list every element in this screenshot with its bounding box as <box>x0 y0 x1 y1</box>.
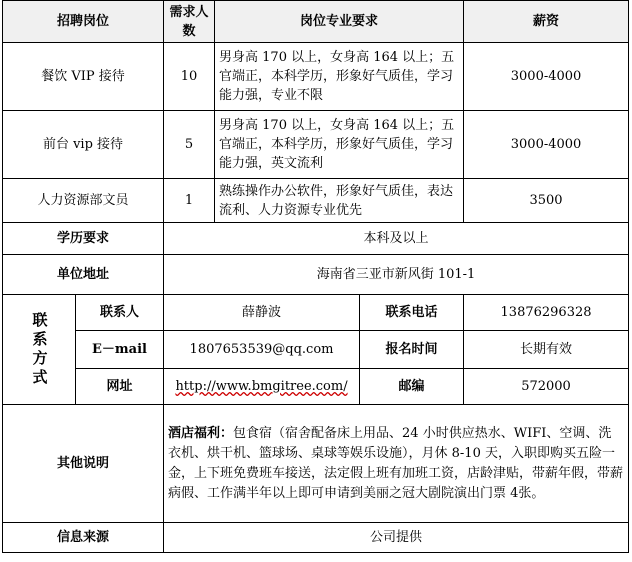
email-value: 1807653539@qq.com <box>164 331 360 369</box>
job-requirements: 男身高 170 以上，女身高 164 以上；五官端正，本科学历，形象好气质佳，学习能力强，英文流利 <box>215 111 464 179</box>
job-salary: 3000-4000 <box>464 43 629 111</box>
job-position: 餐饮 VIP 接待 <box>3 43 164 111</box>
contact-section-label <box>3 295 76 405</box>
education-value: 本科及以上 <box>164 223 629 255</box>
postcode-label: 邮编 <box>360 369 464 405</box>
other-label: 其他说明 <box>3 405 164 523</box>
job-count: 1 <box>164 179 215 223</box>
email-label: E－mail <box>76 331 164 369</box>
education-label: 学历要求 <box>3 223 164 255</box>
phone-value: 13876296328 <box>464 295 629 331</box>
table-row <box>3 179 629 223</box>
job-count: 10 <box>164 43 215 111</box>
table-row <box>3 111 629 179</box>
signup-time-label: 报名时间 <box>360 331 464 369</box>
job-requirements: 男身高 170 以上，女身高 164 以上；五官端正，本科学历，形象好气质佳，学习能力强，专业不限 <box>215 43 464 111</box>
website-cell <box>164 369 360 405</box>
recruitment-table <box>2 0 629 553</box>
signup-time-value: 长期有效 <box>464 331 629 369</box>
benefit-title: 酒店福利： <box>168 425 234 441</box>
header-position: 招聘岗位 <box>3 1 164 43</box>
phone-label: 联系电话 <box>360 295 464 331</box>
job-requirements: 熟练操作办公软件，形象好气质佳，表达流利、人力资源专业优先 <box>215 179 464 223</box>
job-position: 人力资源部文员 <box>3 179 164 223</box>
website-link[interactable]: http://www.bmgitree.com/ <box>175 379 348 394</box>
header-count: 需求人数 <box>164 1 215 43</box>
contact-person: 薛静波 <box>164 295 360 331</box>
contact-label: 联系方式 <box>30 311 49 388</box>
header-requirements: 岗位专业要求 <box>215 1 464 43</box>
job-position: 前台 vip 接待 <box>3 111 164 179</box>
address-label: 单位地址 <box>3 255 164 295</box>
source-value: 公司提供 <box>164 523 629 553</box>
benefit-text: 包食宿（宿舍配备床上用品、24 小时供应热水、WIFI、空调、洗衣机、烘干机、篮球场、桌球等娱乐设施），月休 8-10 天，入职即购买五险一金，上下班免费班车接送，法定假上班有加班工资，店龄津贴，带薪年假，带薪病假、工作满半年以上即可申请到美丽之冠大剧院演出门票 4张。 <box>168 425 624 501</box>
contact-person-label: 联系人 <box>76 295 164 331</box>
postcode-value: 572000 <box>464 369 629 405</box>
other-description <box>164 405 629 523</box>
address-value: 海南省三亚市新风街 101-1 <box>164 255 629 295</box>
job-salary: 3000-4000 <box>464 111 629 179</box>
table-row <box>3 43 629 111</box>
job-count: 5 <box>164 111 215 179</box>
header-salary: 薪资 <box>464 1 629 43</box>
job-salary: 3500 <box>464 179 629 223</box>
source-label: 信息来源 <box>3 523 164 553</box>
website-label: 网址 <box>76 369 164 405</box>
